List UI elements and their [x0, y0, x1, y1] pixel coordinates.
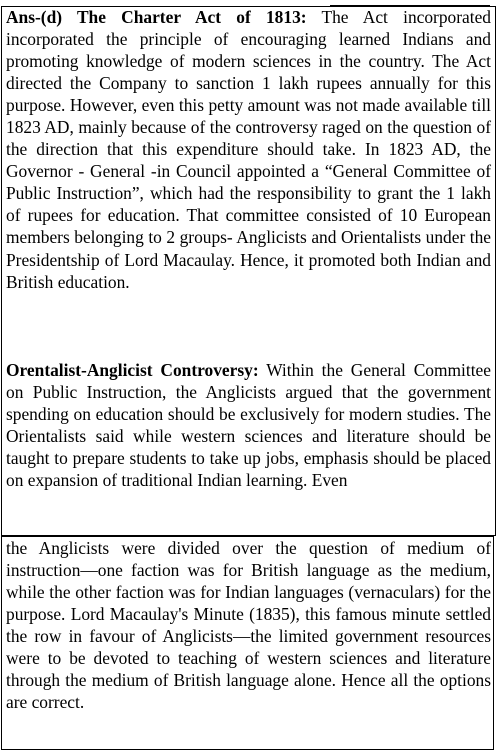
answer-heading: Ans-(d) The Charter Act of 1813: — [6, 7, 307, 27]
controversy-heading: Orentalist-Anglicist Controversy: — [6, 360, 259, 380]
answer-text: The Act incorporated incorporated the principle of encouraging learned Indians and promoting knowledge of modern sciences in the country. The Act directed the Company to sanction 1 lakh rupees annually for this purpose. However, even this petty amount was not made available till 1823 AD, mainly because of the controversy raged on the question of the direction that this expenditure should take. In 1823 AD, the Governor - General -in Council appointed a “General Committee of Public Instruction”, which had the responsibility to grant the 1 lakh of rupees for education. That committee consisted of 10 European members belonging to 2 groups- Anglicists and Orientalists under the Presidentship of Lord Macaulay. Hence, it promoted both Indian and British education. — [6, 7, 491, 292]
continuation-text: the Anglicists were divided over the question of medium of instruction—one faction was for British language as the medium, while the other faction was for Indian languages (vernaculars) for the purpose. Lord Macaulay's Minute (1835), this famous minute settled the row in favour of Anglicists—the limited government resources were to be devoted to teaching of western sciences and literature through the medium of British language alone. Hence all the options are correct. — [6, 538, 491, 713]
continuation-paragraph — [6, 537, 491, 713]
answer-paragraph — [6, 6, 491, 293]
controversy-text: Within the General Committee on Public Instruction, the Anglicists argued that the government spending on education should be exclusively for modern studies. The Orientalists said while western sciences and literature should be taught to prepare students to take up jobs, emphasis should be placed on expansion of traditional Indian learning. Even — [6, 360, 491, 491]
controversy-paragraph — [6, 359, 491, 491]
